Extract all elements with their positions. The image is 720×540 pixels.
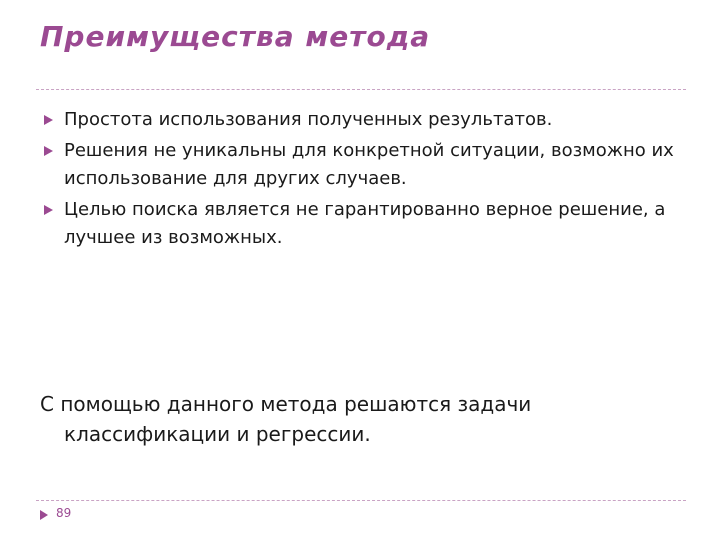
page-number: 89: [56, 506, 72, 520]
bullet-text: Целью поиска является не гарантированно верное решение, а лучшее из возможных.: [64, 199, 666, 248]
slide-title: Преимущества метода: [40, 20, 431, 53]
bullet-item-reuse: [40, 137, 680, 193]
top-divider: [36, 89, 686, 90]
triangle-bullet-icon: [44, 205, 53, 215]
triangle-bullet-icon: [44, 115, 53, 125]
bullet-text: Решения не уникальны для конкретной ситуации, возможно их использование для других случаев.: [64, 140, 674, 189]
triangle-bullet-icon: [44, 146, 53, 156]
bullet-item-goal: [40, 196, 680, 252]
bullet-item-simplicity: [40, 106, 680, 134]
bullet-text: Простота использования полученных результатов.: [64, 109, 553, 130]
bottom-divider: [36, 500, 686, 501]
conclusion-text: С помощью данного метода решаются задачи классификации и регрессии.: [40, 392, 532, 446]
bullet-list: [40, 106, 680, 255]
triangle-page-icon: [40, 510, 48, 520]
